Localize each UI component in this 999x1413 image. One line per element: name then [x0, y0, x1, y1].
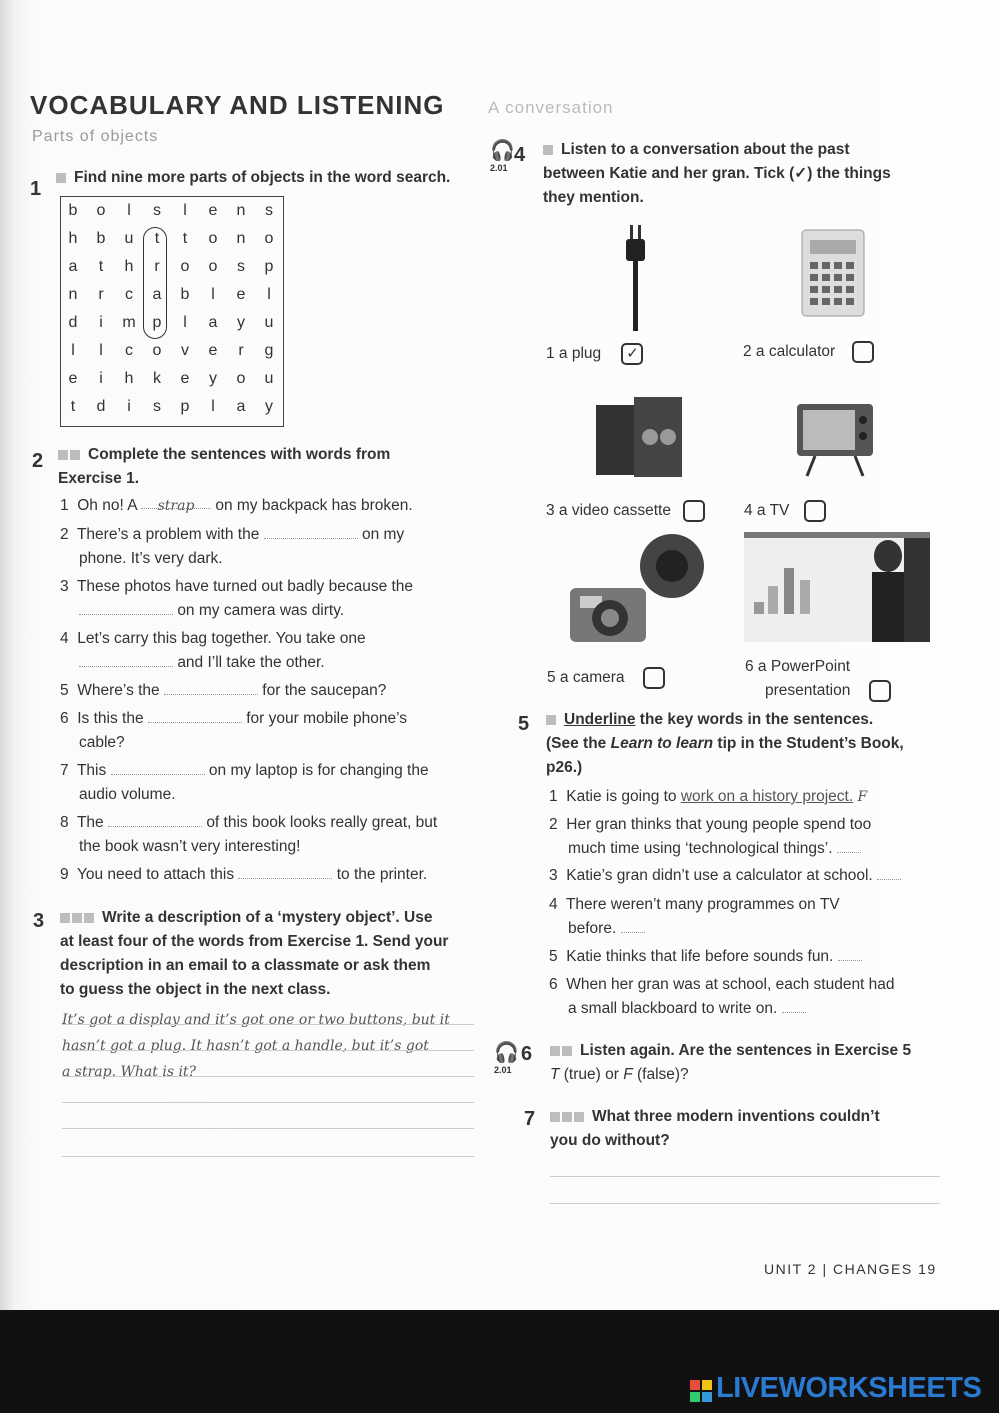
- audio-track: 🎧 2.01: [490, 140, 515, 173]
- star-icon: [562, 1112, 572, 1122]
- ex4-item-1: 1 a plug ✓: [546, 342, 643, 366]
- grid-letter[interactable]: e: [208, 202, 218, 219]
- answer-field[interactable]: [164, 680, 258, 695]
- star-icon: [574, 1112, 584, 1122]
- grid-letter[interactable]: t: [154, 230, 160, 247]
- answer-field[interactable]: [79, 652, 173, 667]
- ex7-number: 7: [524, 1108, 536, 1130]
- grid-letter[interactable]: o: [208, 230, 218, 247]
- difficulty-stars: [543, 138, 555, 162]
- star-icon: [58, 450, 68, 460]
- grid-letter[interactable]: e: [180, 370, 190, 387]
- ex5-number: 5: [518, 713, 530, 735]
- ex5-sentence-1: 1 Katie is going to work on a history project. F: [549, 788, 868, 805]
- ex2-sentence-5: 5 Where’s the for the saucepan?: [60, 682, 387, 699]
- star-icon: [56, 173, 66, 183]
- grid-letter[interactable]: a: [208, 314, 218, 331]
- ex7-instruction: What three modern inventions couldn’t you do without?: [550, 1105, 970, 1153]
- audio-track: 🎧 2.01: [494, 1042, 519, 1075]
- grid-letter[interactable]: l: [267, 286, 271, 303]
- ex2-sentence-3: 3 These photos have turned out badly because the on my camera was dirty.: [60, 578, 414, 619]
- grid-letter[interactable]: i: [127, 398, 131, 415]
- grid-letter[interactable]: e: [68, 370, 78, 387]
- grid-letter[interactable]: a: [68, 258, 78, 275]
- grid-letter[interactable]: r: [98, 286, 104, 303]
- answer-field[interactable]: [782, 998, 806, 1013]
- plug-checkbox[interactable]: ✓: [621, 343, 643, 365]
- grid-letter[interactable]: l: [183, 202, 187, 219]
- star-icon: [70, 450, 80, 460]
- grid-letter[interactable]: t: [98, 258, 104, 275]
- difficulty-stars: [550, 1105, 586, 1129]
- grid-letter[interactable]: y: [209, 370, 217, 387]
- grid-letter[interactable]: r: [154, 258, 160, 275]
- grid-letter[interactable]: s: [265, 202, 273, 219]
- writing-line: [62, 1024, 474, 1025]
- headphones-icon: 🎧: [494, 1042, 519, 1064]
- writing-line: [62, 1050, 474, 1051]
- page-subtitle: A conversation: [488, 98, 614, 117]
- grid-letter[interactable]: p: [264, 258, 274, 275]
- ex5-sentence-6: 6 When her gran was at school, each student had a small blackboard to write on.: [549, 976, 895, 1017]
- grid-letter[interactable]: y: [237, 314, 245, 331]
- grid-letter[interactable]: u: [264, 370, 274, 387]
- section-title: Parts of objects: [32, 128, 159, 145]
- presentation-image: [744, 532, 930, 642]
- grid-letter[interactable]: b: [180, 286, 190, 303]
- ex4-item-3: 3 a video cassette: [546, 499, 705, 523]
- grid-letter[interactable]: h: [124, 258, 134, 275]
- grid-letter[interactable]: d: [68, 314, 78, 331]
- grid-letter[interactable]: e: [208, 342, 218, 359]
- ex2-sentence-9: 9 You need to attach this to the printer.: [60, 866, 428, 883]
- answer-field[interactable]: [837, 838, 861, 853]
- grid-letter[interactable]: n: [236, 202, 246, 219]
- answer-field[interactable]: [79, 600, 173, 615]
- answer-field[interactable]: [877, 865, 901, 880]
- grid-letter[interactable]: i: [99, 314, 103, 331]
- writing-line: [62, 1128, 474, 1129]
- answer-field[interactable]: [108, 812, 202, 827]
- grid-letter[interactable]: l: [127, 202, 131, 219]
- grid-letter[interactable]: o: [264, 230, 274, 247]
- answer-field[interactable]: [838, 946, 862, 961]
- grid-letter[interactable]: h: [124, 370, 134, 387]
- grid-letter[interactable]: a: [152, 286, 162, 303]
- ex5-sentence-2: 2 Her gran thinks that young people spend too much time using ‘technological things’.: [549, 816, 872, 857]
- grid-letter[interactable]: l: [211, 286, 215, 303]
- camera-checkbox[interactable]: [643, 667, 665, 689]
- star-icon: [72, 913, 82, 923]
- grid-letter[interactable]: i: [99, 370, 103, 387]
- ex4-item-6: 6 a PowerPoint presentation: [745, 655, 891, 703]
- circled-word-strap: [143, 227, 167, 339]
- grid-letter[interactable]: o: [236, 370, 246, 387]
- tv-image: [795, 398, 875, 478]
- tv-checkbox[interactable]: [804, 500, 826, 522]
- answer-field[interactable]: [621, 918, 645, 933]
- writing-line[interactable]: [550, 1176, 940, 1177]
- writing-line[interactable]: [550, 1203, 940, 1204]
- grid-letter[interactable]: u: [124, 230, 134, 247]
- headphones-icon: 🎧: [490, 140, 515, 162]
- grid-letter[interactable]: s: [153, 398, 161, 415]
- answer-field[interactable]: [111, 760, 205, 775]
- ex2-sentence-7: 7 This on my laptop is for changing the audio volume.: [60, 762, 429, 803]
- grid-letter[interactable]: g: [264, 342, 274, 359]
- ex3-number: 3: [33, 910, 45, 932]
- grid-letter[interactable]: a: [236, 398, 246, 415]
- ex4-item-5: 5 a camera: [547, 666, 665, 690]
- answer-field[interactable]: [238, 864, 332, 879]
- ex1-number: 1: [30, 178, 42, 200]
- ex3-handwritten-answer[interactable]: It’s got a display and it’s got one or two buttons, but it hasn’t got a plug. It hasn’t got a handle, but it’s got a strap. What is it?: [62, 1012, 450, 1080]
- grid-letter[interactable]: c: [125, 286, 133, 303]
- ex5-sentence-5: 5 Katie thinks that life before sounds fun.: [549, 945, 862, 969]
- calculator-image: [800, 228, 868, 318]
- grid-letter[interactable]: m: [122, 314, 136, 331]
- grid-letter[interactable]: u: [264, 314, 274, 331]
- grid-letter[interactable]: e: [236, 286, 246, 303]
- ex2-sentence-1: 1 Oh no! A strap on my backpack has broken.: [60, 494, 413, 518]
- grid-letter[interactable]: b: [96, 230, 106, 247]
- grid-letter[interactable]: t: [182, 230, 188, 247]
- grid-letter[interactable]: b: [68, 202, 78, 219]
- grid-letter[interactable]: o: [96, 202, 106, 219]
- ex2-sentence-6: 6 Is this the for your mobile phone’s cable?: [60, 710, 408, 751]
- page-footer: UNIT 2 | CHANGES 19: [764, 1261, 937, 1277]
- ex4-instruction: Listen to a conversation about the past between Katie and her gran. Tick (✓) the things they mention.: [543, 138, 963, 210]
- difficulty-stars: [546, 708, 558, 732]
- video-cassette-image: [594, 395, 686, 485]
- brand-watermark: LIVEWORKSHEETS: [716, 1372, 982, 1404]
- star-icon: [84, 913, 94, 923]
- grid-letter[interactable]: o: [180, 258, 190, 275]
- page-title: VOCABULARY AND LISTENING: [30, 90, 445, 120]
- answer-field[interactable]: strap: [141, 494, 211, 509]
- writing-line: [62, 1076, 474, 1077]
- grid-letter[interactable]: c: [125, 342, 133, 359]
- grid-letter[interactable]: l: [211, 398, 215, 415]
- star-icon: [550, 1112, 560, 1122]
- grid-letter[interactable]: y: [265, 398, 273, 415]
- ex6-instruction: Listen again. Are the sentences in Exercise 5 T (true) or F (false)?: [550, 1039, 970, 1087]
- ex4-number: 4: [514, 144, 526, 166]
- grid-letter[interactable]: p: [152, 314, 162, 331]
- grid-letter[interactable]: o: [152, 342, 162, 359]
- grid-letter[interactable]: o: [208, 258, 218, 275]
- grid-letter[interactable]: s: [153, 202, 161, 219]
- ex2-sentence-4: 4 Let’s carry this bag together. You take one and I’ll take the other.: [60, 630, 366, 671]
- ex2-sentence-8: 8 The of this book looks really great, but the book wasn’t very interesting!: [60, 814, 438, 855]
- ex3-instruction: Write a description of a ‘mystery object’. Use at least four of the words from Exercise 1. Send your description in an email to a classmate or ask them to guess the object in the next class.: [60, 906, 480, 1002]
- writing-line: [62, 1156, 474, 1157]
- ex5-sentence-3: 3 Katie’s gran didn’t use a calculator at school.: [549, 864, 901, 888]
- difficulty-stars: [60, 906, 96, 930]
- liveworksheets-logo-icon: [690, 1380, 712, 1402]
- star-icon: [550, 1046, 560, 1056]
- ex4-item-4: 4 a TV: [744, 499, 826, 523]
- star-icon: [546, 715, 556, 725]
- difficulty-stars: [58, 443, 82, 467]
- grid-letter[interactable]: h: [68, 230, 78, 247]
- ex2-instruction: Complete the sentences with words from Exercise 1.: [58, 443, 390, 491]
- answer-field[interactable]: [264, 524, 358, 539]
- star-icon: [60, 913, 70, 923]
- grid-letter[interactable]: t: [70, 398, 76, 415]
- writing-line: [62, 1102, 474, 1103]
- difficulty-stars: [56, 166, 68, 190]
- grid-letter[interactable]: n: [236, 230, 246, 247]
- grid-letter[interactable]: l: [71, 342, 75, 359]
- ex4-item-2: 2 a calculator: [743, 340, 874, 364]
- grid-letter[interactable]: n: [68, 286, 78, 303]
- grid-letter[interactable]: r: [238, 342, 244, 359]
- difficulty-stars: [550, 1039, 574, 1063]
- star-icon: [562, 1046, 572, 1056]
- grid-letter[interactable]: p: [180, 398, 190, 415]
- ex6-number: 6: [521, 1043, 533, 1065]
- ex5-instruction: Underline the key words in the sentences. (See the Learn to learn tip in the Student’s Book, p26.): [546, 708, 976, 780]
- grid-letter[interactable]: d: [96, 398, 106, 415]
- answer-field[interactable]: F: [857, 789, 868, 805]
- grid-letter[interactable]: s: [237, 258, 245, 275]
- video-cassette-checkbox[interactable]: [683, 500, 705, 522]
- ex2-number: 2: [32, 450, 44, 472]
- grid-letter[interactable]: l: [183, 314, 187, 331]
- plug-image: [610, 225, 660, 335]
- presentation-checkbox[interactable]: [869, 680, 891, 702]
- ex2-sentence-2: 2 There’s a problem with the on my phone. It’s very dark.: [60, 526, 405, 567]
- camera-image: [566, 532, 706, 644]
- answer-field[interactable]: [148, 708, 242, 723]
- calculator-checkbox[interactable]: [852, 341, 874, 363]
- grid-letter[interactable]: v: [181, 342, 189, 359]
- word-search-grid: [60, 196, 284, 427]
- ex5-sentence-4: 4 There weren’t many programmes on TV before.: [549, 896, 840, 937]
- grid-letter[interactable]: l: [99, 342, 103, 359]
- star-icon: [543, 145, 553, 155]
- ex1-instruction: Find nine more parts of objects in the word search.: [56, 166, 450, 190]
- grid-letter[interactable]: k: [153, 370, 161, 387]
